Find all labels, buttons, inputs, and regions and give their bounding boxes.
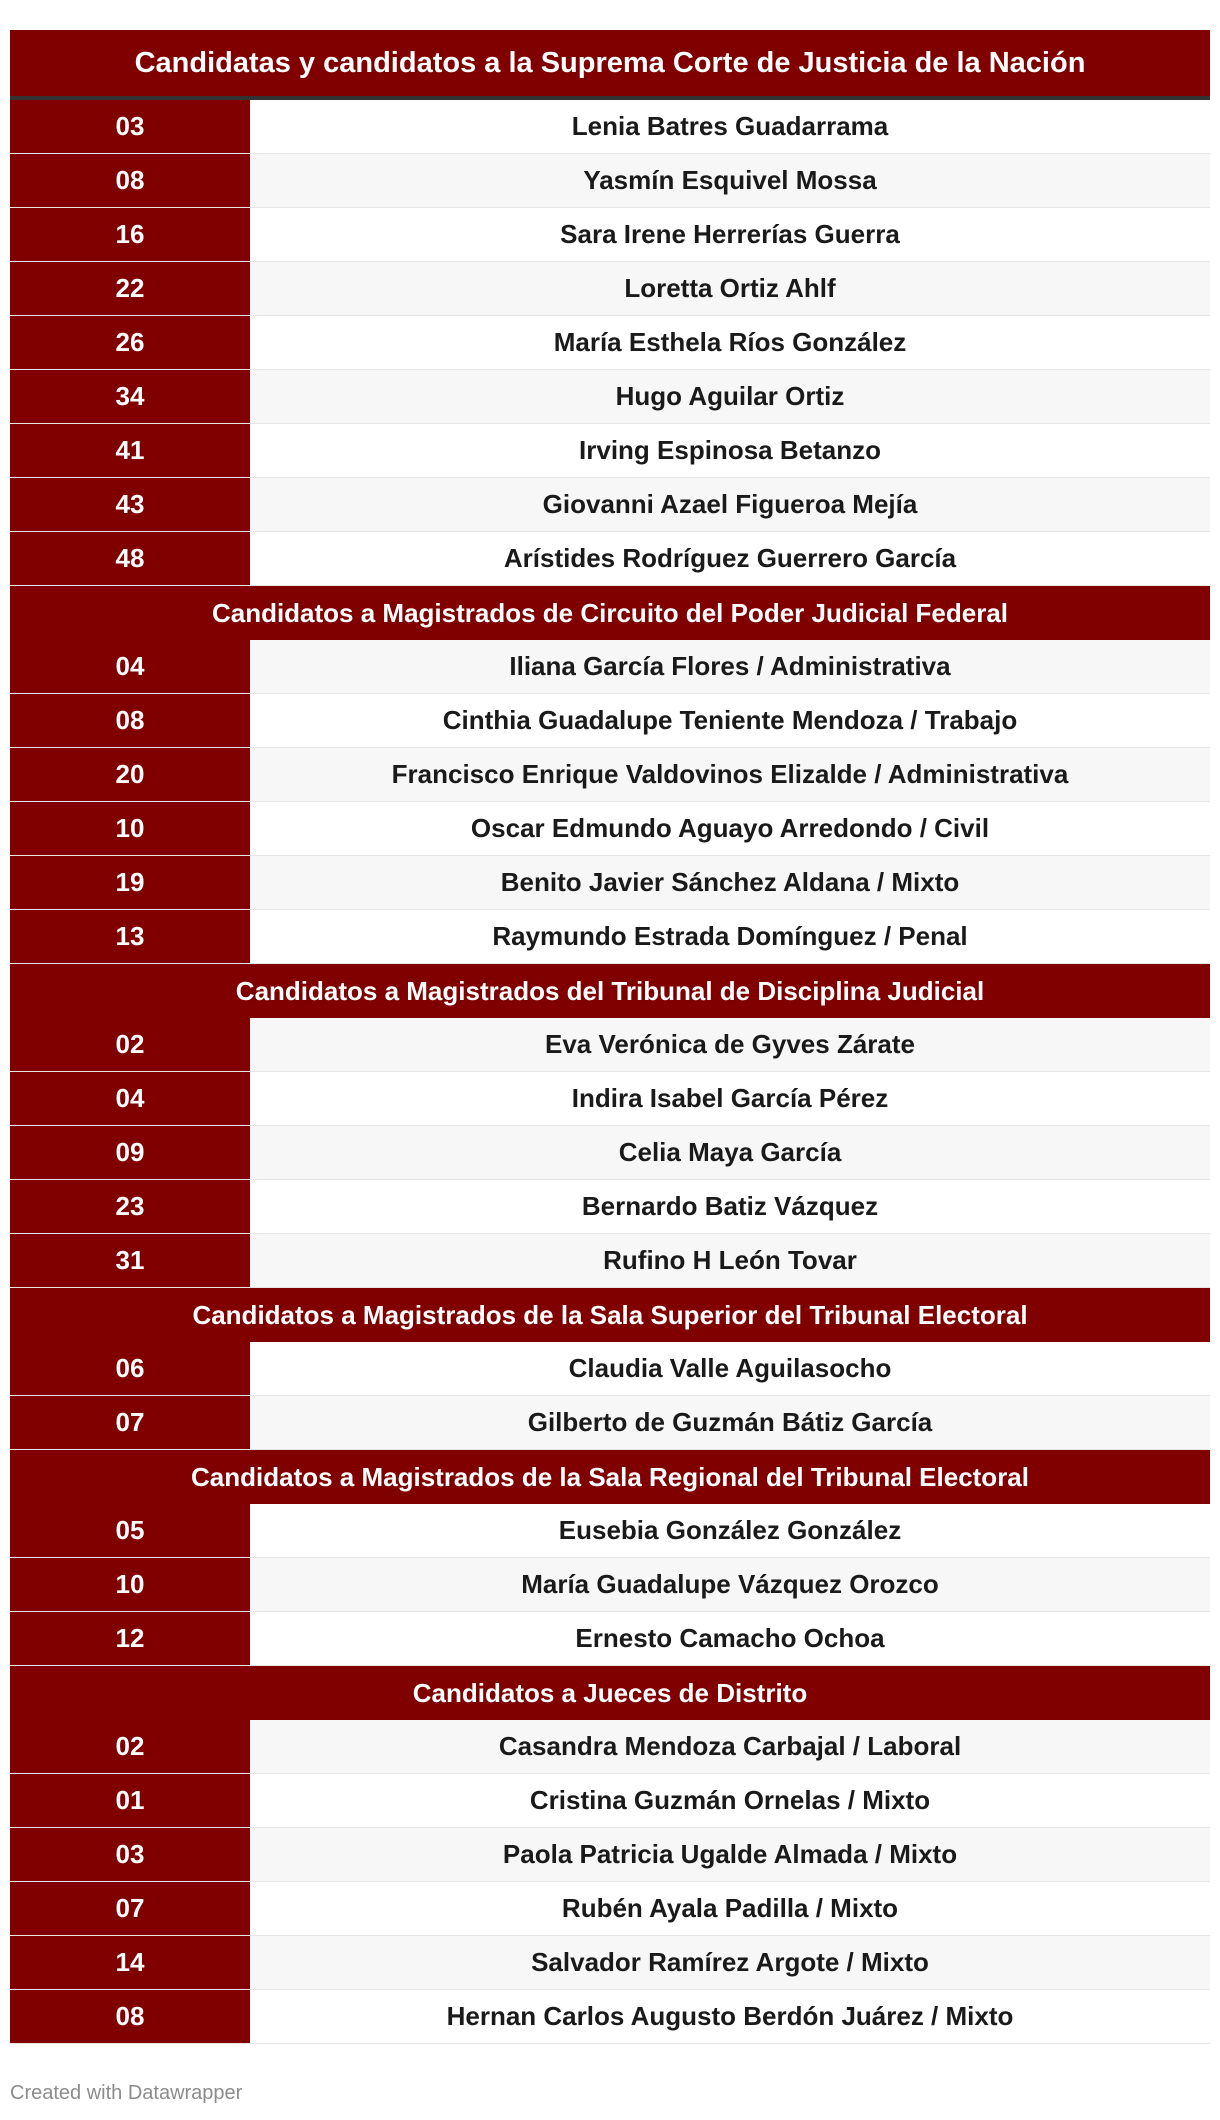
candidate-number: 10	[10, 1558, 250, 1611]
candidate-number: 12	[10, 1612, 250, 1665]
candidate-name: Giovanni Azael Figueroa Mejía	[250, 478, 1210, 531]
table-row	[10, 1072, 1210, 1126]
table-row	[10, 1126, 1210, 1180]
section-heading: Candidatos a Magistrados de Circuito del Poder Judicial Federal	[10, 586, 1210, 640]
candidate-number: 08	[10, 694, 250, 747]
table-body	[10, 100, 1210, 2044]
candidate-number: 19	[10, 856, 250, 909]
candidate-name: Gilberto de Guzmán Bátiz García	[250, 1396, 1210, 1449]
candidate-number: 05	[10, 1504, 250, 1557]
candidate-name: Paola Patricia Ugalde Almada / Mixto	[250, 1828, 1210, 1881]
candidate-number: 16	[10, 208, 250, 261]
candidate-name: Irving Espinosa Betanzo	[250, 424, 1210, 477]
candidate-name: Casandra Mendoza Carbajal / Laboral	[250, 1720, 1210, 1773]
candidate-name: Cristina Guzmán Ornelas / Mixto	[250, 1774, 1210, 1827]
table-row	[10, 478, 1210, 532]
candidate-name: Sara Irene Herrerías Guerra	[250, 208, 1210, 261]
candidate-number: 22	[10, 262, 250, 315]
candidate-number: 13	[10, 910, 250, 963]
table-row	[10, 1990, 1210, 2044]
section-heading: Candidatos a Magistrados de la Sala Regional del Tribunal Electoral	[10, 1450, 1210, 1504]
table-row	[10, 532, 1210, 586]
table-row	[10, 1828, 1210, 1882]
candidate-number: 34	[10, 370, 250, 423]
table-row	[10, 1504, 1210, 1558]
table-row	[10, 1396, 1210, 1450]
table-row	[10, 1180, 1210, 1234]
section-heading: Candidatos a Magistrados del Tribunal de Disciplina Judicial	[10, 964, 1210, 1018]
table-row	[10, 100, 1210, 154]
candidate-name: Oscar Edmundo Aguayo Arredondo / Civil	[250, 802, 1210, 855]
candidate-name: Rubén Ayala Padilla / Mixto	[250, 1882, 1210, 1935]
candidate-number: 20	[10, 748, 250, 801]
table-row	[10, 1720, 1210, 1774]
table-row	[10, 208, 1210, 262]
candidate-number: 43	[10, 478, 250, 531]
candidate-name: Claudia Valle Aguilasocho	[250, 1342, 1210, 1395]
candidate-name: Hugo Aguilar Ortiz	[250, 370, 1210, 423]
candidate-number: 08	[10, 154, 250, 207]
table-row	[10, 1234, 1210, 1288]
table-row	[10, 370, 1210, 424]
table-row	[10, 262, 1210, 316]
candidate-name: Salvador Ramírez Argote / Mixto	[250, 1936, 1210, 1989]
candidate-name: Iliana García Flores / Administrativa	[250, 640, 1210, 693]
candidate-number: 41	[10, 424, 250, 477]
table-row	[10, 1342, 1210, 1396]
candidate-number: 04	[10, 640, 250, 693]
candidate-name: María Guadalupe Vázquez Orozco	[250, 1558, 1210, 1611]
table-row	[10, 910, 1210, 964]
candidate-name: Loretta Ortiz Ahlf	[250, 262, 1210, 315]
candidate-number: 14	[10, 1936, 250, 1989]
table-row	[10, 1018, 1210, 1072]
candidate-name: Benito Javier Sánchez Aldana / Mixto	[250, 856, 1210, 909]
candidate-number: 08	[10, 1990, 250, 2043]
table-row	[10, 748, 1210, 802]
table-row	[10, 424, 1210, 478]
table-row	[10, 154, 1210, 208]
candidate-number: 10	[10, 802, 250, 855]
table-row	[10, 1612, 1210, 1666]
candidate-number: 26	[10, 316, 250, 369]
candidate-name: Rufino H León Tovar	[250, 1234, 1210, 1287]
section-heading: Candidatos a Jueces de Distrito	[10, 1666, 1210, 1720]
candidate-number: 03	[10, 100, 250, 153]
candidate-number: 02	[10, 1720, 250, 1773]
candidate-number: 06	[10, 1342, 250, 1395]
table-row	[10, 316, 1210, 370]
table-title: Candidatas y candidatos a la Suprema Corte de Justicia de la Nación	[10, 30, 1210, 100]
candidate-number: 23	[10, 1180, 250, 1233]
candidate-name: Raymundo Estrada Domínguez / Penal	[250, 910, 1210, 963]
candidate-name: Hernan Carlos Augusto Berdón Juárez / Mixto	[250, 1990, 1210, 2043]
candidate-number: 01	[10, 1774, 250, 1827]
section-heading: Candidatos a Magistrados de la Sala Superior del Tribunal Electoral	[10, 1288, 1210, 1342]
table-row	[10, 1936, 1210, 1990]
datawrapper-credit: Created with Datawrapper	[10, 2082, 243, 2104]
candidate-number: 02	[10, 1018, 250, 1071]
candidate-name: Cinthia Guadalupe Teniente Mendoza / Trabajo	[250, 694, 1210, 747]
candidate-name: Eva Verónica de Gyves Zárate	[250, 1018, 1210, 1071]
candidate-number: 48	[10, 532, 250, 585]
candidate-name: Yasmín Esquivel Mossa	[250, 154, 1210, 207]
candidate-number: 07	[10, 1396, 250, 1449]
candidate-number: 07	[10, 1882, 250, 1935]
candidate-number: 04	[10, 1072, 250, 1125]
candidate-number: 31	[10, 1234, 250, 1287]
candidate-name: Lenia Batres Guadarrama	[250, 100, 1210, 153]
candidate-name: Indira Isabel García Pérez	[250, 1072, 1210, 1125]
candidate-number: 03	[10, 1828, 250, 1881]
candidate-name: Francisco Enrique Valdovinos Elizalde / Administrativa	[250, 748, 1210, 801]
candidate-name: Arístides Rodríguez Guerrero García	[250, 532, 1210, 585]
candidate-number: 09	[10, 1126, 250, 1179]
table-row	[10, 1882, 1210, 1936]
table-row	[10, 802, 1210, 856]
candidate-name: Ernesto Camacho Ochoa	[250, 1612, 1210, 1665]
table-row	[10, 1774, 1210, 1828]
table-row	[10, 1558, 1210, 1612]
candidate-name: Eusebia González González	[250, 1504, 1210, 1557]
candidate-name: Celia Maya García	[250, 1126, 1210, 1179]
table-row	[10, 856, 1210, 910]
candidate-name: Bernardo Batiz Vázquez	[250, 1180, 1210, 1233]
candidates-table	[10, 30, 1210, 2044]
candidate-name: María Esthela Ríos González	[250, 316, 1210, 369]
table-row	[10, 640, 1210, 694]
table-row	[10, 694, 1210, 748]
